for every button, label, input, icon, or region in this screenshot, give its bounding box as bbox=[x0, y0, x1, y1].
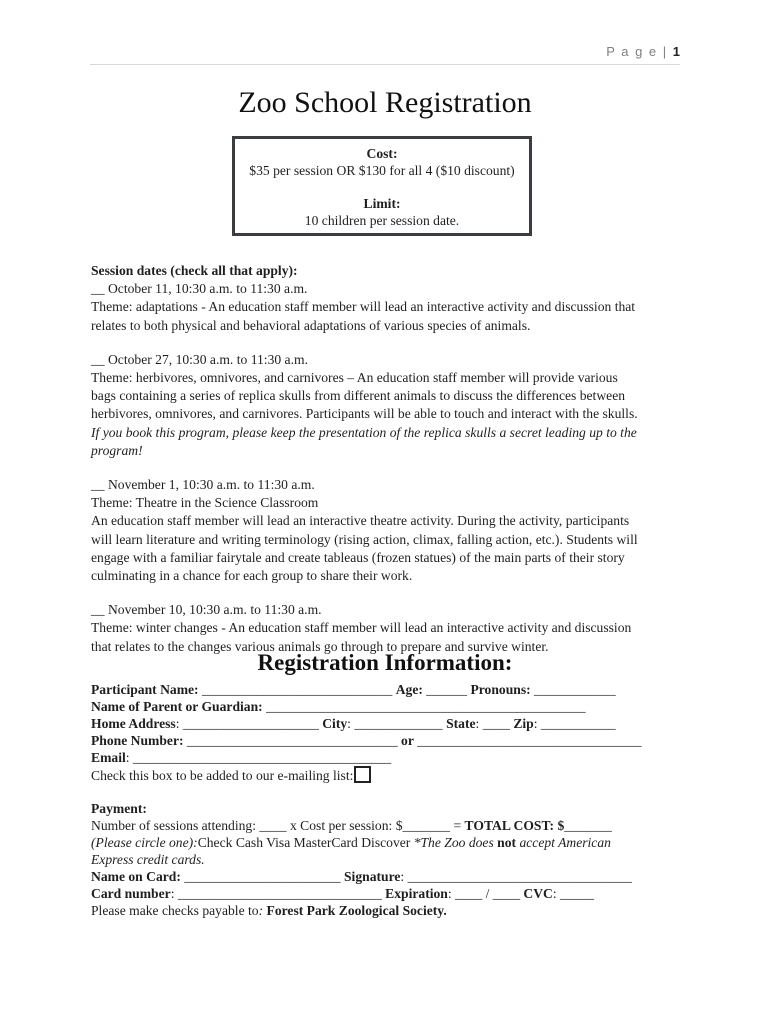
limit-heading: Limit: bbox=[363, 196, 401, 211]
payment-method-row bbox=[91, 834, 691, 851]
amex-note-end: accept American bbox=[516, 835, 611, 850]
expiration-field[interactable]: : ____ / ____ bbox=[447, 886, 524, 901]
checks-colon: : bbox=[258, 903, 267, 918]
or-label: or bbox=[401, 733, 414, 748]
signature-field[interactable]: : _________________________________ bbox=[400, 869, 632, 884]
session-date-checkbox[interactable]: __ November 10, 10:30 a.m. to 11:30 a.m. bbox=[91, 602, 322, 618]
session-theme-line: Theme: winter changes - An education staff member will lead an interactive activity and discussion bbox=[91, 620, 632, 636]
session-theme-line: relates to both physical and behavioral adaptations of various species of animals. bbox=[91, 317, 531, 333]
zip-label: Zip bbox=[513, 716, 534, 731]
session-theme-line: bags containing a series of replica skulls from different animals to discuss the differences between bbox=[91, 388, 626, 404]
session-theme-line: culminating in a chance for each group to share their work. bbox=[91, 568, 413, 584]
checks-text: Please make checks payable to bbox=[91, 903, 259, 918]
registration-form bbox=[91, 681, 691, 919]
city-label: City bbox=[322, 716, 348, 731]
session-theme-line: Theme: Theatre in the Science Classroom bbox=[91, 495, 319, 511]
pronouns-field[interactable]: ____________ bbox=[530, 682, 616, 697]
age-field[interactable]: ______ bbox=[422, 682, 471, 697]
cost-text: $35 per session OR $130 for all 4 ($10 discount) bbox=[249, 163, 515, 178]
session-theme-line: An education staff member will lead an interactive theatre activity. During the activity, participants bbox=[91, 513, 630, 529]
card-number-row bbox=[91, 885, 691, 902]
session-theme-line: will learn literature and writing terminology (rising action, climax, falling action, etc.). Students will bbox=[91, 531, 638, 547]
session-list bbox=[91, 262, 691, 656]
session-date-checkbox[interactable]: __ November 1, 10:30 a.m. to 11:30 a.m. bbox=[91, 477, 315, 493]
age-label: Age: bbox=[395, 682, 423, 697]
parent-label: Name of Parent or Guardian: bbox=[91, 699, 263, 714]
page-title: Zoo School Registration bbox=[238, 86, 532, 119]
address-field[interactable]: : ____________________ bbox=[175, 716, 323, 731]
total-cost-field[interactable]: _______ bbox=[564, 818, 612, 833]
emailing-row bbox=[91, 766, 691, 784]
signature-label: Signature bbox=[344, 869, 401, 884]
payment-methods[interactable]: Check Cash Visa MasterCard Discover bbox=[197, 835, 414, 850]
phone-alt-field[interactable]: _________________________________ bbox=[413, 733, 642, 748]
session-note: If you book this program, please keep the presentation of the replica skulls a secret leading up to the program! bbox=[91, 424, 637, 458]
total-cost-label: TOTAL COST: $ bbox=[464, 818, 565, 833]
email-label: Email bbox=[91, 750, 126, 765]
amex-not: not bbox=[497, 835, 517, 850]
checks-row bbox=[91, 902, 691, 919]
phone-field[interactable]: _______________________________ bbox=[183, 733, 402, 748]
registration-title: Registration Information: bbox=[257, 650, 513, 675]
card-number-field[interactable]: : ______________________________ bbox=[170, 886, 386, 901]
email-field[interactable]: : ______________________________________ bbox=[125, 750, 392, 765]
cost-box bbox=[232, 136, 532, 236]
address-label: Home Address bbox=[91, 716, 176, 731]
state-label: State bbox=[446, 716, 476, 731]
emailing-label: Check this box to be added to our e-mailing list: bbox=[91, 768, 354, 783]
participant-label: Participant Name: bbox=[91, 682, 199, 697]
emailing-list-checkbox[interactable] bbox=[354, 766, 371, 783]
zip-field[interactable]: : ___________ bbox=[533, 716, 616, 731]
parent-row bbox=[91, 698, 691, 715]
cvc-label: CVC bbox=[523, 886, 553, 901]
session-theme-line: engage with a familiar fairytale and create tableaus (frozen statues) of the main parts of their story bbox=[91, 549, 625, 565]
phone-label: Phone Number: bbox=[91, 733, 184, 748]
session-theme-line: Theme: herbivores, omnivores, and carnivores – An education staff member will provide various bbox=[91, 370, 618, 386]
address-row bbox=[91, 715, 691, 732]
cvc-field[interactable]: : _____ bbox=[552, 886, 595, 901]
sessions-cost-text[interactable]: Number of sessions attending: ____ x Cost per session: $_______ = bbox=[91, 818, 465, 833]
email-row bbox=[91, 749, 691, 766]
session-date-checkbox[interactable]: __ October 27, 10:30 a.m. to 11:30 a.m. bbox=[91, 351, 308, 367]
card-number-label: Card number bbox=[91, 886, 171, 901]
state-field[interactable]: : ____ bbox=[475, 716, 514, 731]
amex-note: *The Zoo does bbox=[413, 835, 498, 850]
cost-heading: Cost: bbox=[366, 146, 398, 161]
name-on-card-label: Name on Card: bbox=[91, 869, 181, 884]
participant-row bbox=[91, 681, 691, 698]
session-theme-line: Theme: adaptations - An education staff member will lead an interactive activity and discussion that bbox=[91, 299, 636, 315]
sessions-heading: Session dates (check all that apply): bbox=[91, 263, 298, 278]
sessions-cost-row bbox=[91, 817, 691, 834]
session-theme-line: that relates to the changes various animals go through to prepare and survive winter. bbox=[91, 638, 549, 654]
phone-row bbox=[91, 732, 691, 749]
limit-text: 10 children per session date. bbox=[304, 213, 460, 228]
circle-note: (Please circle one): bbox=[91, 835, 198, 850]
participant-name-field[interactable]: ____________________________ bbox=[198, 682, 396, 697]
session-theme-line: herbivores, omnivores, and carnivores. Participants will be able to touch and interact with the skulls. bbox=[91, 406, 638, 422]
pronouns-label: Pronouns: bbox=[470, 682, 531, 697]
payment-heading: Payment: bbox=[91, 801, 147, 816]
expiration-label: Expiration bbox=[385, 886, 448, 901]
society-name: Forest Park Zoological Society. bbox=[266, 903, 447, 918]
parent-name-field[interactable]: _______________________________________________ bbox=[262, 699, 586, 714]
page-header bbox=[90, 44, 680, 65]
session-date-checkbox[interactable]: __ October 11, 10:30 a.m. to 11:30 a.m. bbox=[91, 281, 308, 297]
name-on-card-field[interactable]: _______________________ bbox=[180, 869, 344, 884]
page-label: P a g e | bbox=[606, 44, 673, 59]
card-name-row bbox=[91, 868, 691, 885]
amex-note-line2: Express credit cards. bbox=[91, 852, 205, 867]
page-number: 1 bbox=[672, 44, 680, 59]
city-field[interactable]: : _____________ bbox=[347, 716, 447, 731]
